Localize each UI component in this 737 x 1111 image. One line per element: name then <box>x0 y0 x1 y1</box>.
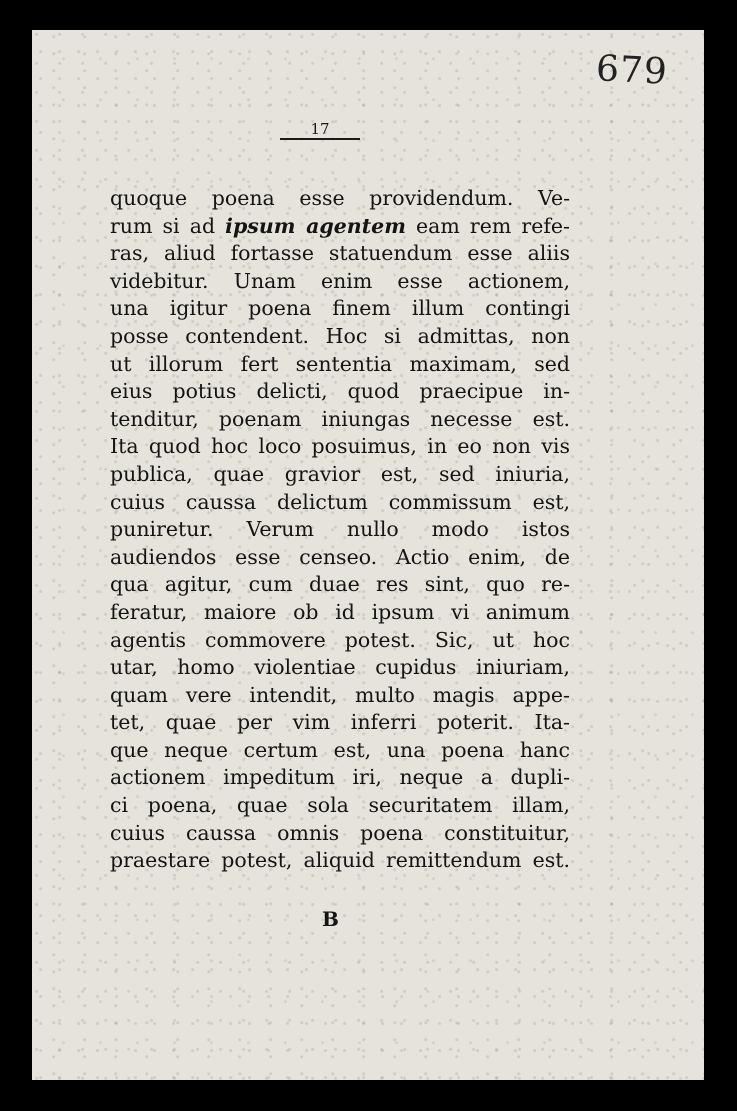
text-line: ci poena, quae sola securitatem illam, <box>110 793 570 818</box>
text-line-start: rum si ad <box>110 213 216 238</box>
text-line-end: eam rem refe- <box>416 213 570 238</box>
text-line: cuius caussa delictum commissum est, <box>110 489 570 514</box>
text-line: cuius caussa omnis poena constituitur, <box>110 820 570 845</box>
text-line: puniretur. Verum nullo modo istos <box>110 517 570 542</box>
text-line: eius potius delicti, quod praecipue in- <box>110 379 570 404</box>
text-line: Ita quod hoc loco posuimus, in eo non vis <box>110 434 570 459</box>
text-line: quam vere intendit, multo magis appe- <box>110 682 570 707</box>
text-line <box>110 213 570 241</box>
text-line: qua agitur, cum duae res sint, quo re- <box>110 572 570 597</box>
signature-mark: B <box>322 907 339 931</box>
text-line: praestare potest, aliquid remittendum est. <box>110 848 570 873</box>
italic-phrase: ipsum agentem <box>225 213 406 238</box>
text-line: publica, quae gravior est, sed iniuria, <box>110 461 570 486</box>
text-line: una igitur poena finem illum contingi <box>110 296 570 321</box>
text-line: tet, quae per vim inferri poterit. Ita- <box>110 710 570 735</box>
text-line: actionem impeditum iri, neque a dupli- <box>110 765 570 790</box>
text-line: que neque certum est, una poena hanc <box>110 737 570 762</box>
page-number: 17 <box>280 120 360 140</box>
text-line: ut illorum fert sententia maximam, sed <box>110 351 570 376</box>
text-line: tenditur, poenam iniungas necesse est. <box>110 406 570 431</box>
text-line: videbitur. Unam enim esse actionem, <box>110 268 570 293</box>
text-line: quoque poena esse providendum. Ve- <box>110 186 570 210</box>
body-text <box>110 185 570 875</box>
text-line: agentis commovere potest. Sic, ut hoc <box>110 627 570 652</box>
text-line: audiendos esse censeo. Actio enim, de <box>110 544 570 569</box>
text-line: feratur, maiore ob id ipsum vi animum <box>110 599 570 624</box>
handwritten-folio-number: 679 <box>595 48 670 93</box>
text-line: utar, homo violentiae cupidus iniuriam, <box>110 655 570 680</box>
text-line: ras, aliud fortasse statuendum esse aliis <box>110 241 570 266</box>
book-page <box>32 30 704 1080</box>
text-line: posse contendent. Hoc si admittas, non <box>110 323 570 348</box>
